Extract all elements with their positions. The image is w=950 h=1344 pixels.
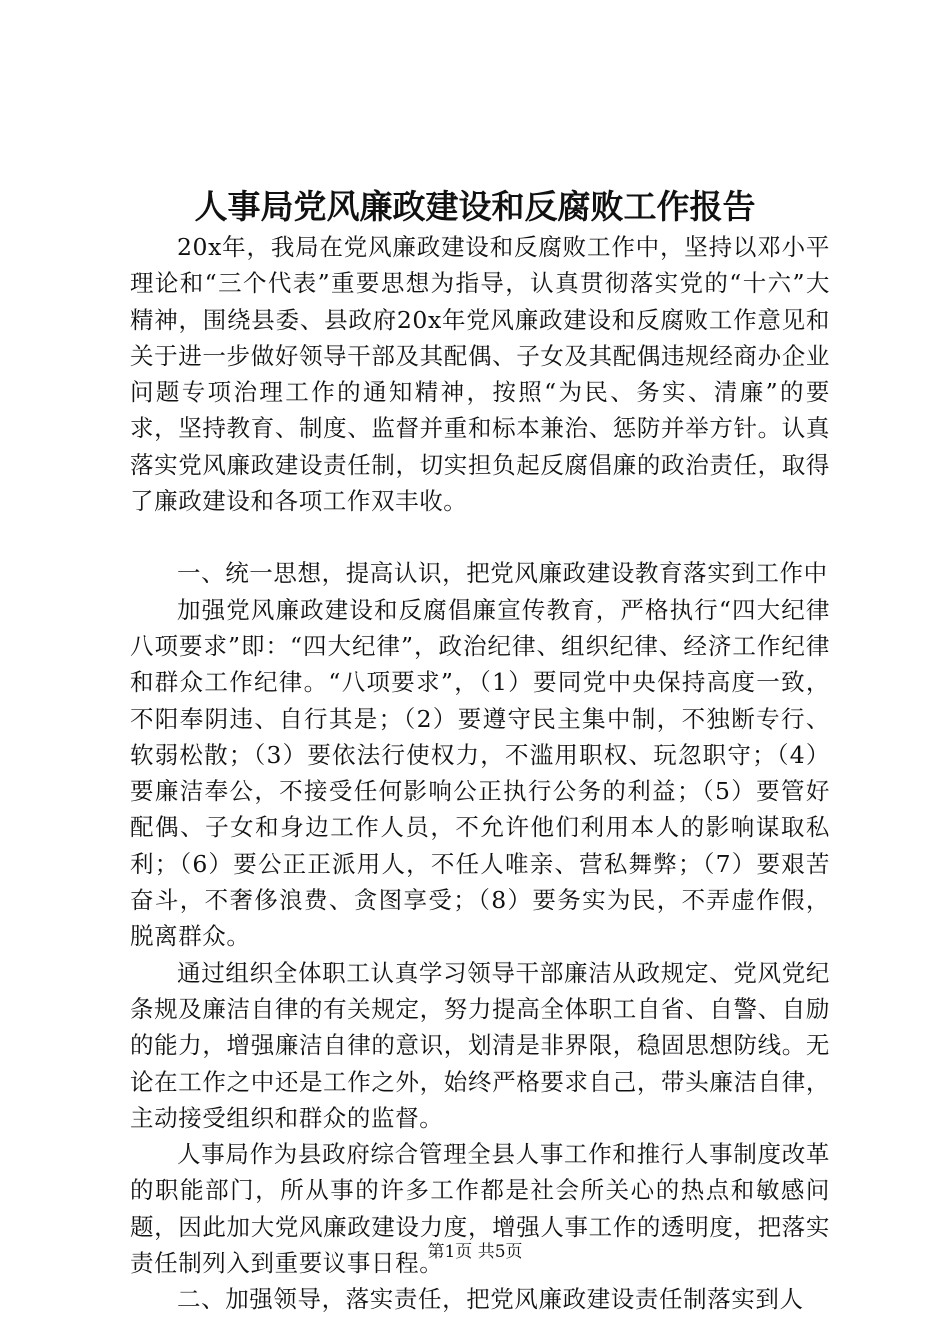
paragraph-study: 通过组织全体职工认真学习领导干部廉洁从政规定、党风党纪条规及廉洁自律的有关规定，努力提高全体职工自省、自警、自励的能力，增强廉洁自律的意识，划清是非界限，稳固思想防线。无论在工作之中还是工作之外，始终严格要求自己，带头廉洁自律，主动接受组织和群众的监督。 bbox=[130, 958, 830, 1132]
document-title: 人事局党风廉政建设和反腐败工作报告 bbox=[194, 187, 756, 226]
paragraph-discipline: 加强党风廉政建设和反腐倡廉宣传教育，严格执行“四大纪律八项要求”即：“四大纪律”，政治纪律、组织纪律、经济工作纪律和群众工作纪律。“八项要求”，（1）要同党中央保持高度一致，不阳奉阴违、自行其是；（2）要遵守民主集中制，不独断专行、软弱松散；（3）要依法行使权力，不滥用职权、玩忽职守；（4）要廉洁奉公，不接受任何影响公正执行公务的利益；（5）要管好配偶、子女和身边工作人员，不允许他们利用本人的影响谋取私利；（6）要公正正派用人，不任人唯亲、营私舞弊；（7）要艰苦奋斗，不奢侈浪费、贪图享受；（8）要务实为民，不弄虚作假，脱离群众。 bbox=[130, 595, 830, 951]
section-heading-2: 二、加强领导，落实责任，把党风廉政建设责任制落实到人 bbox=[177, 1285, 804, 1314]
page-number: 第1页 共5页 bbox=[427, 1242, 523, 1262]
document-body bbox=[130, 229, 830, 1318]
paragraph-intro: 20x年，我局在党风廉政建设和反腐败工作中，坚持以邓小平理论和“三个代表”重要思想为指导，认真贯彻落实党的“十六”大精神，围绕县委、县政府20x年党风廉政建设和反腐败工作意见和关于进一步做好领导干部及其配偶、子女及其配偶违规经商办企业问题专项治理工作的通知精神，按照“为民、务实、清廉”的要求，坚持教育、制度、监督并重和标本兼治、惩防并举方针。认真落实党风廉政建设责任制，切实担负起反腐倡廉的政治责任，取得了廉政建设和各项工作双丰收。 bbox=[130, 233, 830, 516]
paragraph-bureau-role: 人事局作为县政府综合管理全县人事工作和推行人事制度改革的职能部门，所从事的许多工作都是社会所关心的热点和敏感问题，因此加大党风廉政建设力度，增强人事工作的透明度，把落实责任制列入到重要议事日程。 bbox=[130, 1140, 830, 1278]
section-heading-1: 一、统一思想，提高认识，把党风廉政建设教育落实到工作中 bbox=[177, 559, 828, 588]
